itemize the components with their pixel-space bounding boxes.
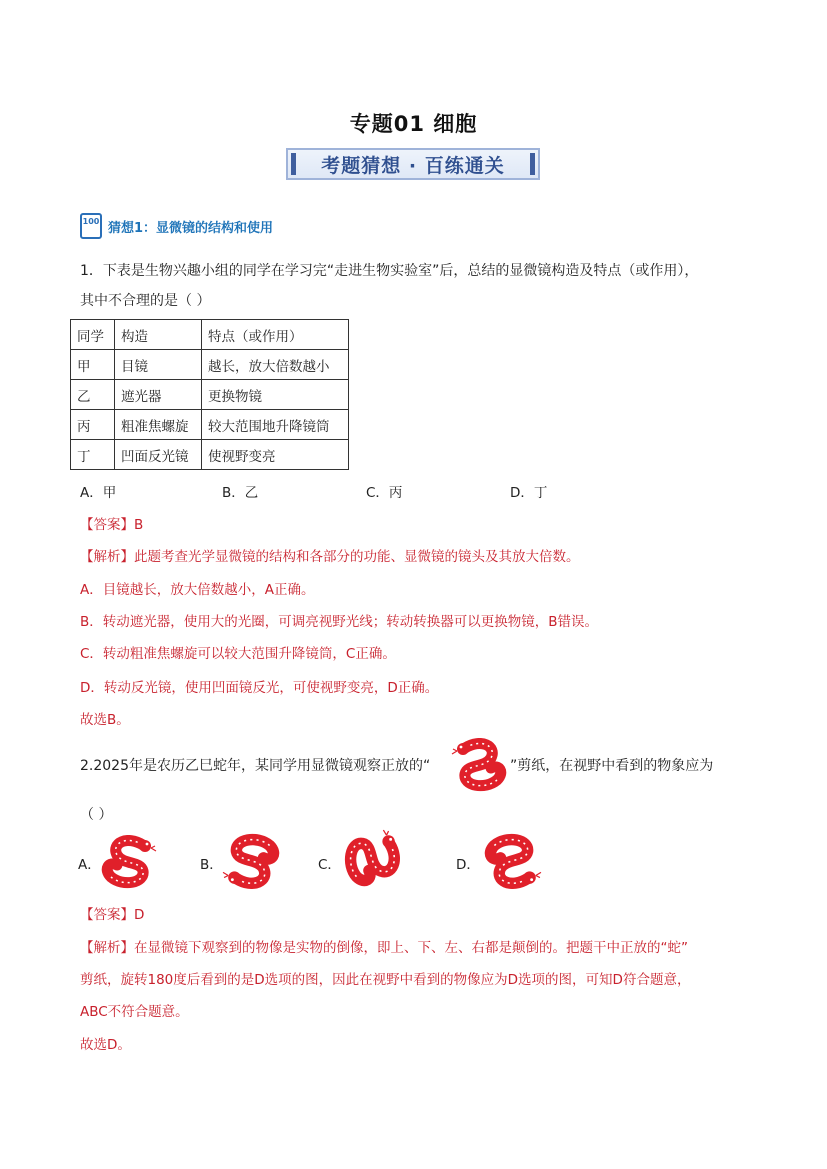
q1-option-b[interactable]: B．乙 [222,485,259,501]
table-cell: 粗准焦螺旋 [115,410,202,440]
q2-analysis-line2: 剪纸，旋转180度后看到的是D选项的图，因此在视野中看到的物像应为D选项的图，可知D符合题意， [80,972,691,988]
table-cell: 越长，放大倍数越小 [202,350,349,380]
q1-stem-line2: 其中不合理的是（ ） [80,293,211,309]
table-cell: 丁 [71,440,115,470]
q2-option-a[interactable]: A． [78,857,101,873]
q2-stem-after: ”剪纸，在视野中看到的物象应为 [510,758,714,774]
snake-papercut-icon [450,738,508,792]
q2-option-d[interactable]: D． [456,857,480,873]
table-cell: 目镜 [115,350,202,380]
table-cell: 凹面反光镜 [115,440,202,470]
score-badge-icon: 100 [80,213,102,239]
q1-stem-line1: 1．下表是生物兴趣小组的同学在学习完“走进生物实验室”后，总结的显微镜构造及特点（或作用）， [80,263,699,279]
table-header-row [71,320,349,350]
table-cell: 甲 [71,350,115,380]
q2-analysis-line3: ABC不符合题意。 [80,1004,189,1020]
snake-option-a-icon[interactable] [100,835,158,889]
q2-stem-before: 2.2025年是农历乙巳蛇年，某同学用显微镜观察正放的“ [80,758,431,774]
banner-right-bar [530,153,535,175]
q1-analysis-d: D．转动反光镜，使用凹面镜反光，可使视野变亮，D正确。 [80,680,439,696]
q2-option-b[interactable]: B． [200,857,223,873]
q1-answer: 【答案】B [80,517,144,533]
q2-analysis-line1 [80,936,688,956]
q1-analysis-a: A．目镜越长，放大倍数越小，A正确。 [80,582,315,598]
table-cell: 更换物镜 [202,380,349,410]
analysis-label: 【解析】 [80,549,134,565]
table-header-cell: 同学 [71,320,115,350]
analysis-text: 此题考查光学显微镜的结构和各部分的功能、显微镜的镜头及其放大倍数。 [134,549,580,565]
q2-paren: （ ） [80,807,113,823]
structure-table [70,319,349,470]
table-row [71,350,349,380]
snake-option-b-icon[interactable] [222,833,280,889]
q1-option-d[interactable]: D．丁 [510,485,548,501]
table-cell: 遮光器 [115,380,202,410]
section-banner [286,148,540,180]
q1-analysis-c: C．转动粗准焦螺旋可以较大范围升降镜筒，C正确。 [80,646,396,662]
table-cell: 丙 [71,410,115,440]
table-row [71,410,349,440]
table-cell: 使视野变亮 [202,440,349,470]
table-row [71,380,349,410]
q1-option-c[interactable]: C．丙 [366,485,403,501]
table-header-cell: 特点（或作用） [202,320,349,350]
snake-option-c-icon[interactable] [343,829,401,887]
analysis-label: 【解析】 [80,940,134,956]
banner-text: 考题猜想 · 百练通关 [321,154,505,177]
table-row [71,440,349,470]
analysis-text: 在显微镜下观察到的物像是实物的倒像，即上、下、左、右都是颠倒的。把题干中正放的“蛇” [134,940,688,956]
q1-analysis-b: B．转动遮光器，使用大的光圈，可调亮视野光线；转动转换器可以更换物镜，B错误。 [80,614,599,630]
snake-option-d-icon[interactable] [484,833,542,889]
banner-left-bar [291,153,296,175]
table-header-cell: 构造 [115,320,202,350]
q2-conclusion: 故选D。 [80,1037,131,1053]
q2-option-c[interactable]: C． [318,857,341,873]
table-cell: 乙 [71,380,115,410]
q2-answer: 【答案】D [80,907,145,923]
guess-label: 猜想1：显微镜的结构和使用 [108,220,274,236]
table-cell: 较大范围地升降镜筒 [202,410,349,440]
q1-option-a[interactable]: A．甲 [80,485,117,501]
page-title: 专题01 细胞 [349,112,478,136]
q1-analysis [80,545,580,565]
guess-heading [80,213,273,239]
q1-conclusion: 故选B。 [80,712,130,728]
